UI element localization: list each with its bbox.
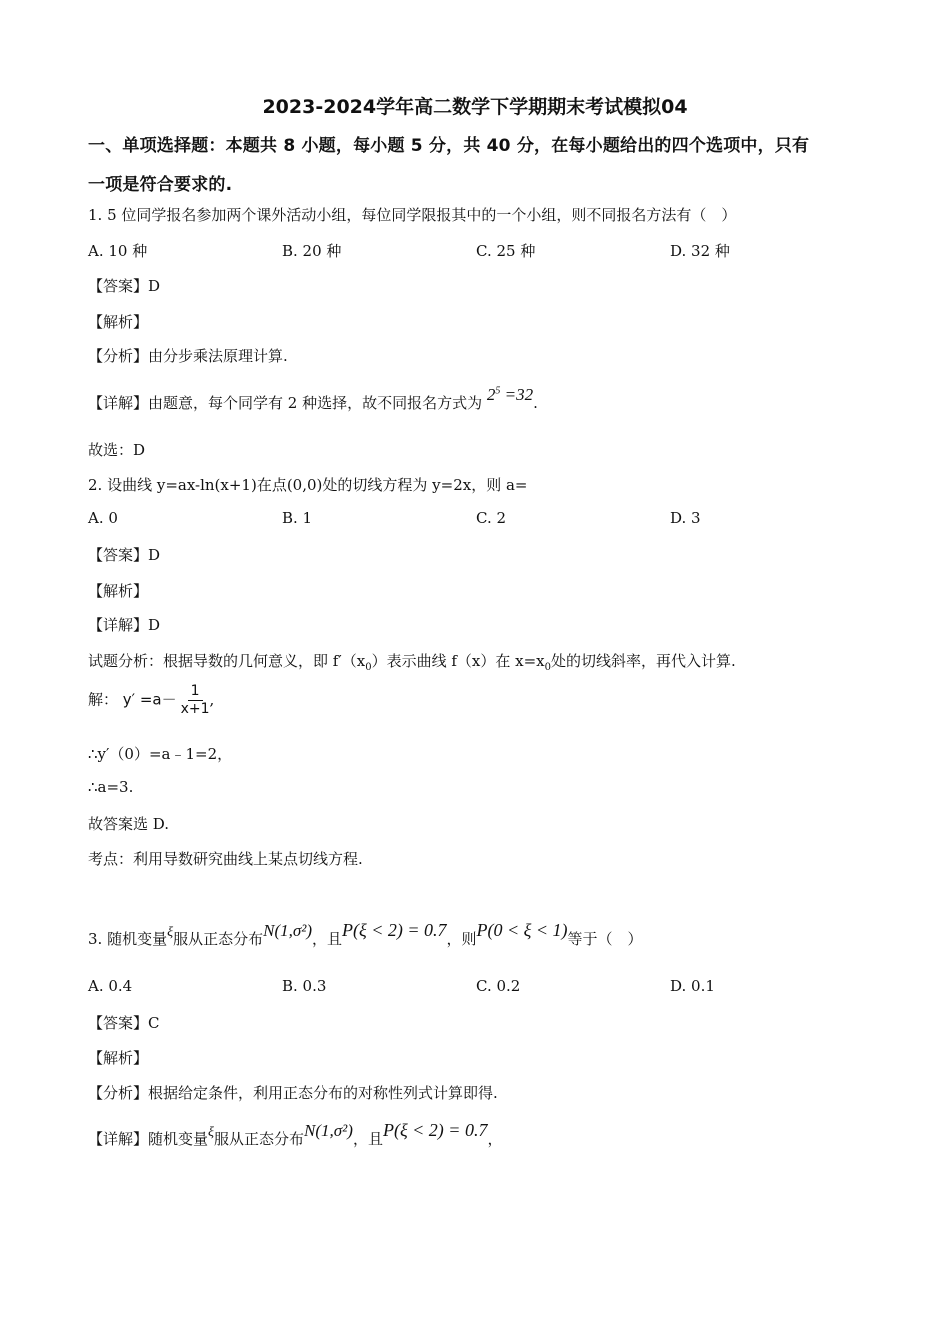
q2-test-analysis-a: 试题分析：根据导数的几何意义，即 f′（x bbox=[88, 652, 366, 670]
q2-analysis-label: 【解析】 bbox=[88, 582, 149, 600]
q2-stem: 2. 设曲线 y=ax-ln(x+1)在点(0,0)处的切线方程为 y=2x，则 a= bbox=[88, 476, 528, 494]
q3-stem-c: ，且 bbox=[312, 930, 343, 948]
q2-detail: 【详解】D bbox=[88, 616, 161, 634]
q1-choose: 故选：D bbox=[88, 441, 146, 459]
q2-solve-end: , bbox=[209, 690, 215, 709]
q1-option-d: D. 32 种 bbox=[670, 242, 730, 260]
q2-test-analysis-sub2: 0 bbox=[544, 662, 551, 673]
page-title: 2023-2024学年高二数学下学期期末考试模拟04 bbox=[262, 96, 688, 118]
q1-answer: 【答案】D bbox=[88, 277, 161, 295]
q1-option-b: B. 20 种 bbox=[282, 242, 342, 260]
q3-stem-d: ，则 bbox=[446, 930, 477, 948]
q2-kaodian: 考点：利用导数研究曲线上某点切线方程. bbox=[88, 850, 363, 868]
q2-fraction bbox=[181, 683, 210, 718]
q3-prob1: P(ξ < 2) = 0.7 bbox=[342, 920, 447, 940]
q3-stem bbox=[88, 920, 643, 949]
q2-solve bbox=[88, 683, 214, 718]
q1-formula-rest: =32 bbox=[500, 385, 534, 404]
q2-solve-lhs: y′ =a－ bbox=[122, 690, 177, 709]
q2-solve-label: 解： bbox=[88, 690, 119, 709]
q3-option-b: B. 0.3 bbox=[282, 977, 327, 995]
q3-detail-b: 服从正态分布 bbox=[214, 1130, 305, 1148]
section-heading-line2: 一项是符合要求的. bbox=[88, 175, 233, 195]
q3-detail-normal: N(1,σ²) bbox=[304, 1121, 353, 1140]
q2-option-d: D. 3 bbox=[670, 509, 701, 527]
q3-prob2: P(0 < ξ < 1) bbox=[476, 920, 568, 940]
q3-option-c: C. 0.2 bbox=[476, 977, 521, 995]
q2-option-a: A. 0 bbox=[88, 509, 118, 527]
q2-test-analysis-c: 处的切线斜率，再代入计算. bbox=[550, 652, 736, 670]
q3-xi: ξ bbox=[167, 925, 174, 940]
q1-option-a: A. 10 种 bbox=[88, 242, 148, 260]
q3-detail bbox=[88, 1120, 503, 1149]
q3-analysis-label: 【解析】 bbox=[88, 1049, 149, 1067]
q1-detail-end: . bbox=[533, 394, 538, 412]
q3-option-d: D. 0.1 bbox=[670, 977, 715, 995]
q1-formula-exp: 5 bbox=[495, 385, 501, 397]
q2-option-b: B. 1 bbox=[282, 509, 313, 527]
q1-fenxi: 【分析】由分步乘法原理计算. bbox=[88, 347, 288, 365]
q3-fenxi: 【分析】根据给定条件，利用正态分布的对称性列式计算即得. bbox=[88, 1084, 498, 1102]
q3-detail-d: ， bbox=[487, 1130, 503, 1148]
q2-answer: 【答案】D bbox=[88, 546, 161, 564]
q3-stem-e: 等于（ ） bbox=[567, 930, 643, 948]
q2-test-analysis bbox=[88, 650, 736, 673]
q1-analysis-label: 【解析】 bbox=[88, 313, 149, 331]
q1-detail-text: 【详解】由题意，每个同学有 2 种选择，故不同报名方式为 bbox=[88, 394, 483, 412]
q1-formula-base: 2 bbox=[486, 385, 496, 404]
q1-formula bbox=[487, 385, 533, 404]
q2-step1: ∴y′（0）=a﹣1=2， bbox=[88, 745, 233, 763]
q2-frac-den: x+1 bbox=[180, 701, 210, 717]
q2-test-analysis-sub: 0 bbox=[365, 662, 372, 673]
q2-step2: ∴a=3. bbox=[88, 778, 134, 796]
q1-detail bbox=[88, 385, 538, 413]
q3-stem-a: 3. 随机变量 bbox=[88, 930, 168, 948]
q3-detail-c: ，且 bbox=[352, 1130, 383, 1148]
q3-stem-b: 服从正态分布 bbox=[173, 930, 264, 948]
q3-detail-a: 【详解】随机变量 bbox=[88, 1130, 209, 1148]
q1-option-c: C. 25 种 bbox=[476, 242, 536, 260]
q3-detail-prob1: P(ξ < 2) = 0.7 bbox=[382, 1120, 488, 1140]
q1-stem: 1. 5 位同学报名参加两个课外活动小组，每位同学限报其中的一个小组，则不同报名方法有（ ） bbox=[88, 206, 737, 224]
q3-option-a: A. 0.4 bbox=[88, 977, 133, 995]
section-heading-line1: 一、单项选择题：本题共 8 小题，每小题 5 分，共 40 分，在每小题给出的四个选项中，只有 bbox=[88, 136, 810, 156]
q3-normal: N(1,σ²) bbox=[263, 921, 313, 940]
q2-test-analysis-b: ）表示曲线 f（x）在 x=x bbox=[371, 652, 545, 670]
q3-answer: 【答案】C bbox=[88, 1014, 160, 1032]
q3-detail-xi: ξ bbox=[208, 1125, 215, 1140]
q2-frac-num: 1 bbox=[188, 683, 203, 701]
q2-option-c: C. 2 bbox=[476, 509, 507, 527]
q2-conclusion: 故答案选 D. bbox=[88, 815, 170, 833]
